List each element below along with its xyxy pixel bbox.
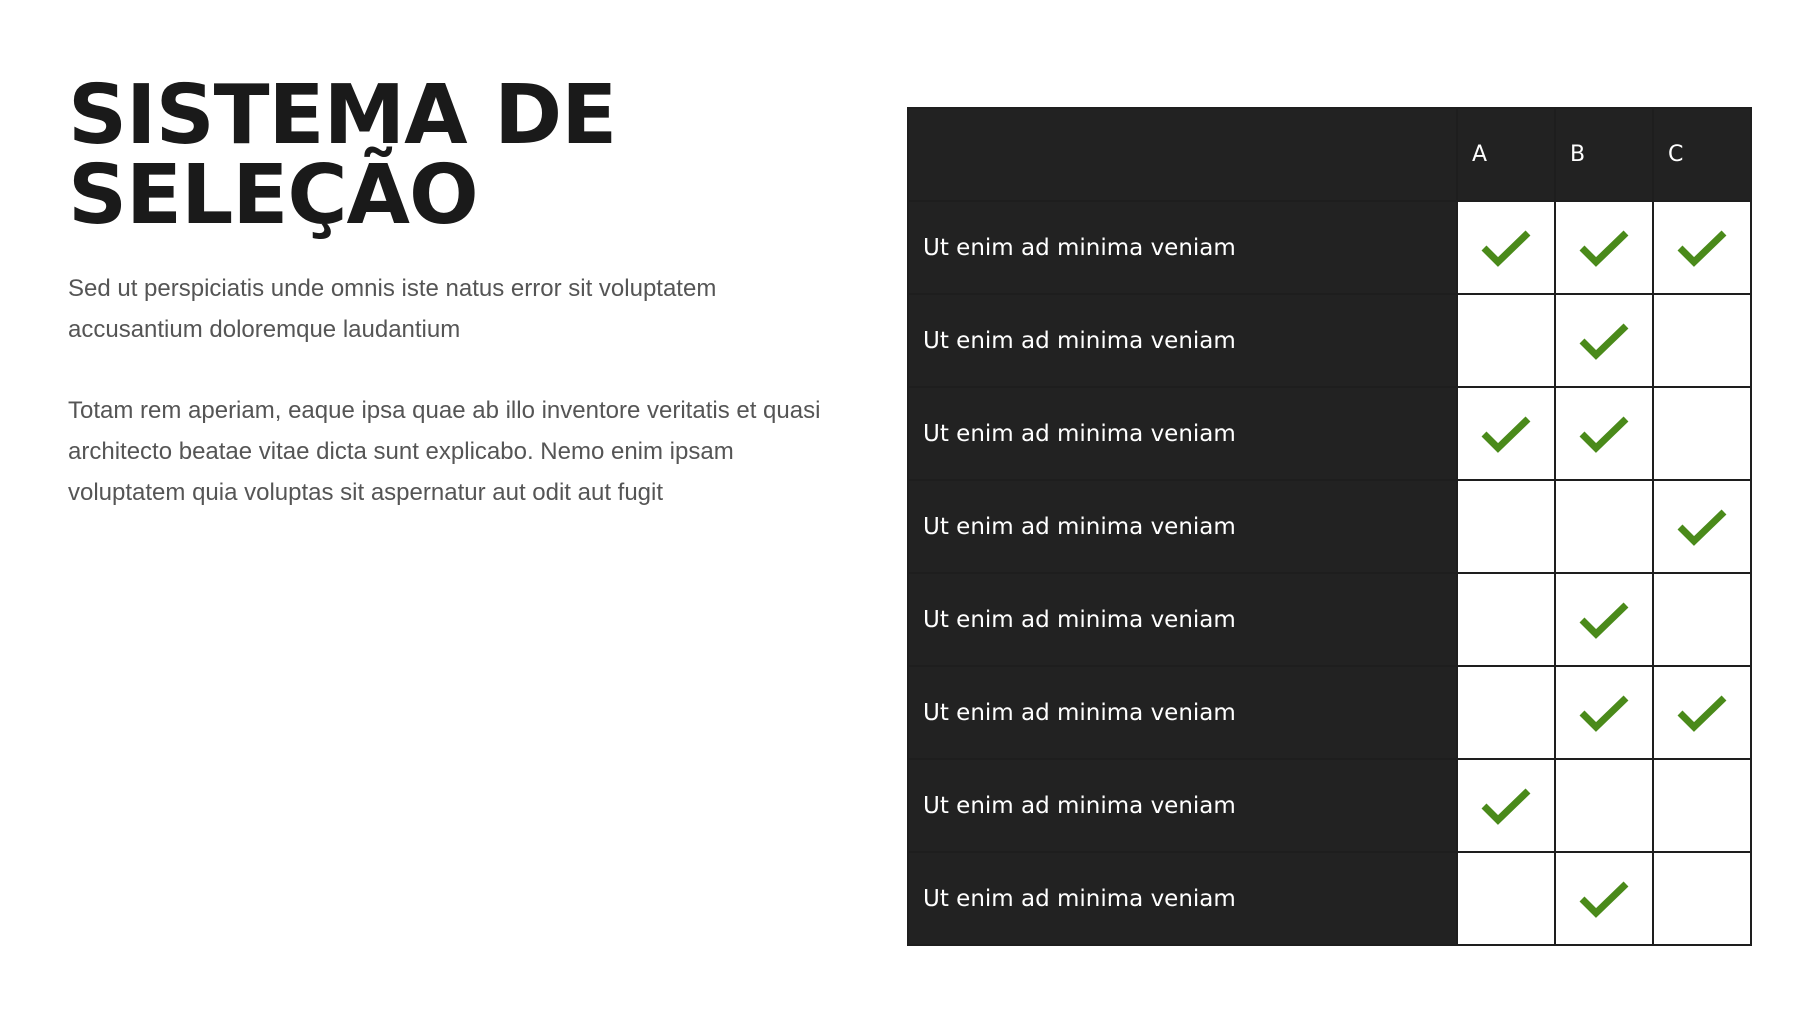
- description-paragraph: Totam rem aperiam, eaque ipsa quae ab illo inventore veritatis et quasi architecto beatae vitae dicta sunt explicabo. Nemo enim ipsam voluptatem quia voluptas sit aspernatur aut odit aut fugit: [68, 397, 821, 506]
- row-label: Ut enim ad minima veniam: [908, 387, 1457, 480]
- column-header-b: B: [1555, 108, 1653, 201]
- checkmark-icon: [1480, 228, 1532, 268]
- page-title: [68, 68, 828, 243]
- row-label: Ut enim ad minima veniam: [908, 573, 1457, 666]
- intro-paragraph: Sed ut perspiciatis unde omnis iste natus error sit voluptatem accusantium doloremque laudantium: [68, 275, 717, 343]
- check-cell-a: [1457, 573, 1555, 666]
- row-label: Ut enim ad minima veniam: [908, 201, 1457, 294]
- check-cell-a: [1457, 852, 1555, 945]
- table-row: [908, 573, 1751, 666]
- checkmark-icon: [1480, 414, 1532, 454]
- check-cell-b: [1555, 480, 1653, 573]
- check-cell-a: [1457, 294, 1555, 387]
- check-cell-c: [1653, 480, 1751, 573]
- table-body: [908, 201, 1751, 945]
- column-header-c: C: [1653, 108, 1751, 201]
- row-label: Ut enim ad minima veniam: [908, 852, 1457, 945]
- table-row: [908, 294, 1751, 387]
- table-row: [908, 201, 1751, 294]
- table-row: [908, 759, 1751, 852]
- check-cell-a: [1457, 387, 1555, 480]
- check-cell-c: [1653, 294, 1751, 387]
- checkmark-icon: [1578, 414, 1630, 454]
- table-row: [908, 852, 1751, 945]
- table-header-row: [908, 108, 1751, 201]
- check-cell-a: [1457, 759, 1555, 852]
- check-cell-b: [1555, 201, 1653, 294]
- checkmark-icon: [1578, 600, 1630, 640]
- row-label: Ut enim ad minima veniam: [908, 294, 1457, 387]
- page-title-line-2: SELEÇÃO: [68, 148, 478, 243]
- check-cell-c: [1653, 573, 1751, 666]
- checkmark-icon: [1578, 879, 1630, 919]
- check-cell-c: [1653, 387, 1751, 480]
- check-cell-a: [1457, 480, 1555, 573]
- page-title-line-1: SISTEMA DE: [68, 68, 617, 163]
- check-cell-c: [1653, 759, 1751, 852]
- check-cell-a: [1457, 666, 1555, 759]
- checkmark-icon: [1676, 228, 1728, 268]
- check-cell-b: [1555, 294, 1653, 387]
- row-label: Ut enim ad minima veniam: [908, 759, 1457, 852]
- checkmark-icon: [1676, 693, 1728, 733]
- check-cell-c: [1653, 852, 1751, 945]
- check-cell-b: [1555, 759, 1653, 852]
- check-cell-c: [1653, 666, 1751, 759]
- selection-table: [907, 107, 1752, 946]
- check-cell-c: [1653, 201, 1751, 294]
- row-label: Ut enim ad minima veniam: [908, 666, 1457, 759]
- table-row: [908, 666, 1751, 759]
- check-cell-b: [1555, 573, 1653, 666]
- checkmark-icon: [1480, 786, 1532, 826]
- check-cell-b: [1555, 387, 1653, 480]
- table-row: [908, 480, 1751, 573]
- column-header-a: A: [1457, 108, 1555, 201]
- check-cell-b: [1555, 852, 1653, 945]
- check-cell-b: [1555, 666, 1653, 759]
- check-cell-a: [1457, 201, 1555, 294]
- table-row: [908, 387, 1751, 480]
- checkmark-icon: [1676, 507, 1728, 547]
- header-empty-cell: [908, 108, 1457, 201]
- checkmark-icon: [1578, 693, 1630, 733]
- row-label: Ut enim ad minima veniam: [908, 480, 1457, 573]
- checkmark-icon: [1578, 228, 1630, 268]
- checkmark-icon: [1578, 321, 1630, 361]
